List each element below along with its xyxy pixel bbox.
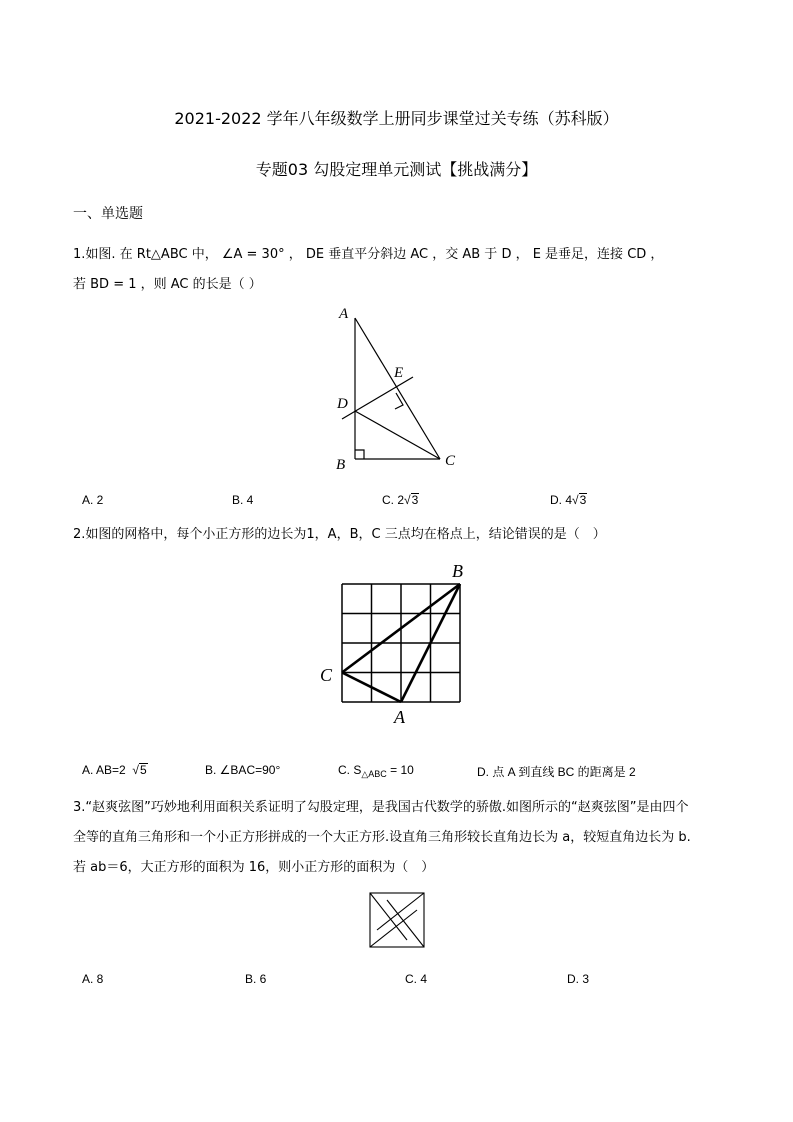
question-3-option-c[interactable]: C. 4 xyxy=(405,972,428,986)
question-1-option-a[interactable]: A. 2 xyxy=(82,493,104,507)
label-A: A xyxy=(394,707,405,727)
label-B: B xyxy=(336,457,346,473)
option-text: A. AB=2 xyxy=(82,763,126,777)
question-3-option-a[interactable]: A. 8 xyxy=(82,972,104,986)
option-text: D. 4 xyxy=(550,493,573,507)
document-title: 2021-2022 学年八年级数学上册同步课堂过关专练（苏科版） xyxy=(174,109,619,128)
question-2-grid-figure xyxy=(315,557,490,727)
question-3-option-d[interactable]: D. 3 xyxy=(567,972,590,986)
option-text: C. 2 xyxy=(382,493,405,507)
question-3-line-2: 全等的直角三角形和一个小正方形拼成的一个大正方形.设直角三角形较长直角边长为 a，较短直角边长为 b. xyxy=(73,830,691,845)
question-2-option-a[interactable]: A. AB=2 √5 xyxy=(82,763,147,777)
radicand: 3 xyxy=(579,493,587,507)
radicand: 3 xyxy=(411,493,419,507)
question-text: “赵爽弦图”巧妙地利用面积关系证明了勾股定理，是我国古代数学的骄傲.如图所示的“赵爽弦图”是由四个 xyxy=(85,800,689,815)
question-1-option-d[interactable]: D. 4√3 xyxy=(550,493,587,507)
label-C: C xyxy=(445,453,456,469)
question-1-option-c[interactable]: C. 2√3 xyxy=(382,493,419,507)
question-number: 3. xyxy=(73,800,86,815)
question-1-line-2: 若 BD = 1 ，则 AC 的长是（ ） xyxy=(73,277,262,292)
question-1-line-1 xyxy=(73,243,663,262)
question-2-option-d[interactable]: D. 点 A 到直线 BC 的距离是 2 xyxy=(477,765,636,779)
radicand: 5 xyxy=(139,763,147,777)
subscript: △ABC xyxy=(361,769,387,779)
question-3-option-b[interactable]: B. 6 xyxy=(245,972,267,986)
label-C: C xyxy=(320,665,333,685)
question-text: 如图的网格中，每个小正方形的边长为1，A，B，C 三点均在格点上，结论错误的是（ ） xyxy=(85,527,606,542)
question-1-triangle-figure xyxy=(330,303,470,473)
option-text: C. S xyxy=(338,763,362,777)
document-subtitle: 专题03 勾股定理单元测试【挑战满分】 xyxy=(255,160,538,179)
question-text: 如图. 在 Rt△ABC 中， ∠A = 30° ， DE 垂直平分斜边 AC ，交 AB 于 D ， E 是垂足，连接 CD ， xyxy=(85,247,664,262)
question-2-line-1 xyxy=(73,523,606,542)
label-A: A xyxy=(339,306,349,322)
question-1-option-b[interactable]: B. 4 xyxy=(232,493,254,507)
question-number: 1. xyxy=(73,247,86,262)
section-heading: 一、单选题 xyxy=(73,206,143,222)
option-text: = 10 xyxy=(386,763,414,777)
label-D: D xyxy=(337,396,348,412)
question-3-zhao-shuang-figure xyxy=(368,890,428,950)
question-3-line-3: 若 ab＝6，大正方形的面积为 16，则小正方形的面积为（ ） xyxy=(73,860,435,875)
question-number: 2. xyxy=(73,527,86,542)
question-2-option-b[interactable]: B. ∠BAC=90° xyxy=(205,763,281,777)
label-B: B xyxy=(452,561,463,581)
label-E: E xyxy=(394,365,404,381)
question-3-line-1 xyxy=(73,796,688,815)
question-2-option-c[interactable] xyxy=(338,763,414,780)
